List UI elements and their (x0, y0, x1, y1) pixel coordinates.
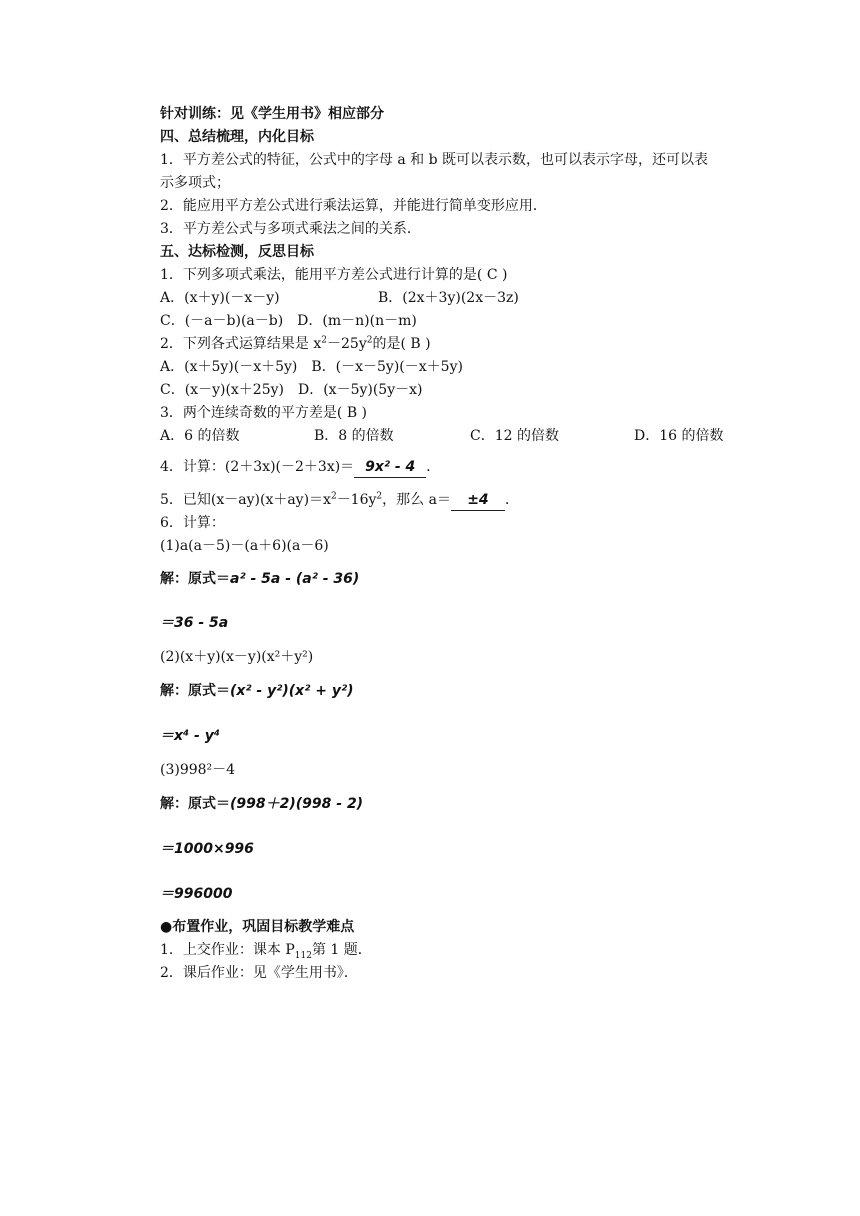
q3-option-c: C．12 的倍数 (470, 428, 559, 444)
solution-1-expr: a² - 5a - (a² - 36) (230, 571, 360, 587)
solution-2-line-2: ＝x⁴ - y⁴ (160, 728, 220, 744)
problem-1: (1)a(a－5)－(a＋6)(a－6) (160, 538, 329, 554)
summary-item-1: 1．平方差公式的特征，公式中的字母 a 和 b 既可以表示数，也可以表示字母，还可以表 (160, 152, 709, 168)
solution-3-line-1 (160, 794, 363, 814)
training-note: 针对训练：见《学生用书》相应部分 (160, 106, 384, 122)
solution-1-line-1 (160, 569, 359, 589)
q4-end: ． (426, 459, 441, 475)
summary-item-1-cont: 示多项式； (160, 175, 230, 191)
q5-end: ． (504, 492, 519, 508)
question-6: 6．计算： (160, 515, 225, 531)
summary-item-3: 3．平方差公式与多项式乘法之间的关系． (160, 221, 421, 237)
solution-1-line-2: ＝36 - 5a (160, 615, 229, 631)
q5-text-mid: －16y (336, 492, 377, 508)
question-4 (160, 457, 440, 478)
homework-1-page: 112 (294, 950, 312, 961)
solution-3-line-2: ＝1000×996 (160, 841, 254, 857)
homework-item-2: 2．课后作业：见《学生用书》． (160, 965, 358, 981)
q2-text-mid: －25y (327, 336, 367, 352)
homework-item-1 (160, 940, 372, 960)
solution-3-expr: (998＋2)(998 - 2) (230, 796, 364, 812)
q4-answer: 9x² - 4 (354, 457, 426, 478)
q3-option-d: D．16 的倍数 (634, 428, 724, 444)
solution-3-label: 解：原式＝ (160, 796, 230, 812)
solution-1-label: 解：原式＝ (160, 571, 230, 587)
question-2: 2．下列各式运算结果是 $x^2-25y^2$的是( B ) (160, 335, 431, 352)
homework-heading: ●布置作业，巩固目标教学难点 (160, 919, 355, 935)
problem-2: (2)(x＋y)(x－y)(x²＋y²) (160, 649, 314, 665)
q5-text-post: ，那么 a＝ (382, 492, 451, 508)
solution-3-line-3: ＝996000 (160, 886, 233, 902)
summary-heading: 四、总结梳理，内化目标 (160, 129, 314, 145)
q3-option-a: A．6 的倍数 (160, 428, 240, 444)
q4-text: 4．计算：(2＋3x)(－2＋3x)＝ (160, 459, 355, 475)
solution-2-expr: (x² - y²)(x² + y²) (230, 683, 354, 699)
problem-3: (3)998²－4 (160, 762, 236, 778)
test-heading: 五、达标检测，反思目标 (160, 244, 314, 260)
question-3: 3．两个连续奇数的平方差是( B ) (160, 405, 368, 421)
q2-text-post: 的是( B ) (372, 336, 431, 352)
q2-text-pre: 2．下列各式运算结果是 x (160, 336, 322, 352)
solution-2-label: 解：原式＝ (160, 683, 230, 699)
q1-option-a: A．(x＋y)(－x－y) (160, 290, 280, 306)
q1-option-b: B．(2x＋3y)(2x－3z) (378, 290, 519, 306)
q5-answer: ±4 (451, 490, 505, 511)
solution-2-line-1 (160, 681, 353, 701)
question-1: 1．下列多项式乘法，能用平方差公式进行计算的是( C ) (160, 267, 508, 283)
q5-text-pre: 5．已知(x－ay)(x＋ay)＝x (160, 492, 331, 508)
q1-option-cd: C．(－a－b)(a－b) D．(m－n)(n－m) (160, 313, 417, 329)
q2-option-ab: A．(x＋5y)(－x＋5y) B．(－x－5y)(－x＋5y) (160, 359, 463, 375)
question-5: 5．已知$(x-ay)(x+ay)=x^2-16y^2$，那么 a＝ ±4 ． (160, 490, 519, 511)
q2-option-cd: C．(x－y)(x＋25y) D．(x－5y)(5y－x) (160, 382, 423, 398)
homework-1-pre: 1．上交作业：课本 P (160, 942, 295, 958)
summary-item-2: 2．能应用平方差公式进行乘法运算，并能进行简单变形应用． (160, 198, 547, 214)
q3-option-b: B．8 的倍数 (314, 428, 394, 444)
homework-1-post: 第 1 题． (311, 942, 372, 958)
